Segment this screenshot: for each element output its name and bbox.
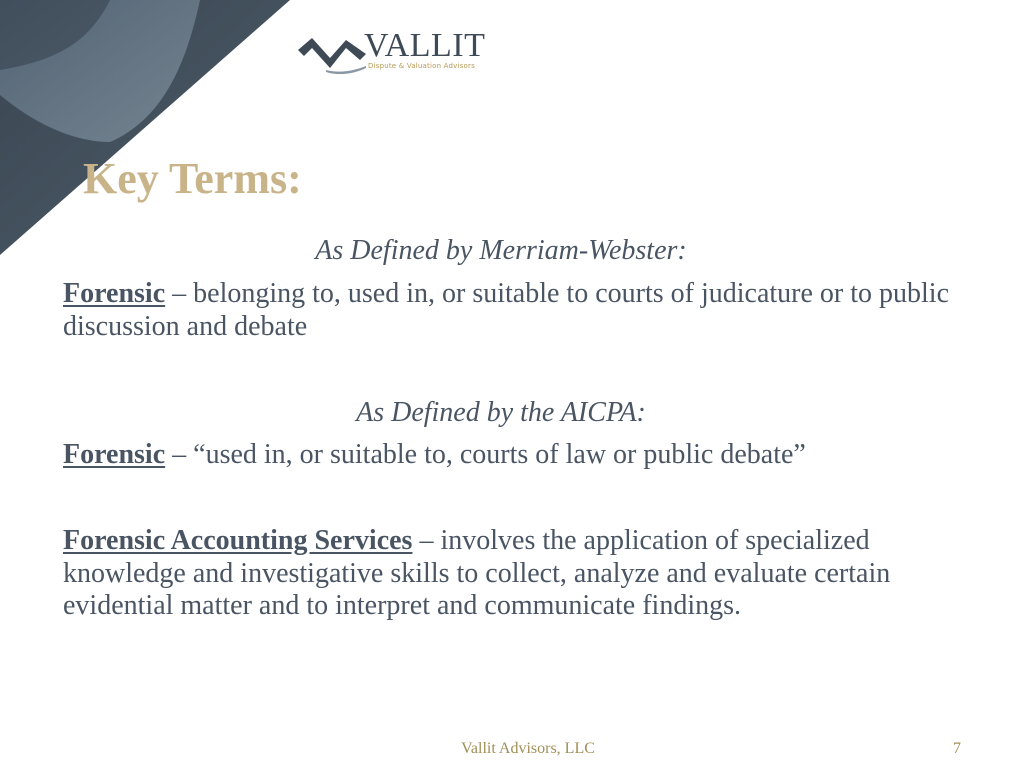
definition-text: – involves the application of specialized knowledge and investigative skills to collect, analyze and evaluate certain evidential matter and to interpret and communicate findings. [63,525,891,621]
term-forensic: Forensic [63,439,166,470]
logo-tagline: Dispute & Valuation Advisors [368,62,475,70]
definition-text: – “used in, or suitable to, courts of law or public debate” [165,439,806,470]
section-heading-merriam-webster: As Defined by Merriam-Webster: [315,235,687,266]
definition-forensic-accounting [63,525,963,623]
section-heading-aicpa: As Defined by the AICPA: [356,397,646,428]
definition-aicpa [63,439,963,472]
footer-company-name: Vallit Advisors, LLC [461,740,595,757]
footer-page-number: 7 [953,740,961,757]
term-forensic: Forensic [63,278,166,309]
logo-wordmark: VALLIT [364,27,486,64]
definition-text: – belonging to, used in, or suitable to courts of judicature or to public discussion and debate [63,278,949,342]
term-forensic-accounting-services: Forensic Accounting Services [63,525,413,556]
definition-merriam-webster [63,278,963,343]
logo-chevron-icon [296,30,368,74]
company-logo [296,26,496,78]
corner-decoration [0,0,300,260]
slide-title: Key Terms: [83,154,302,203]
